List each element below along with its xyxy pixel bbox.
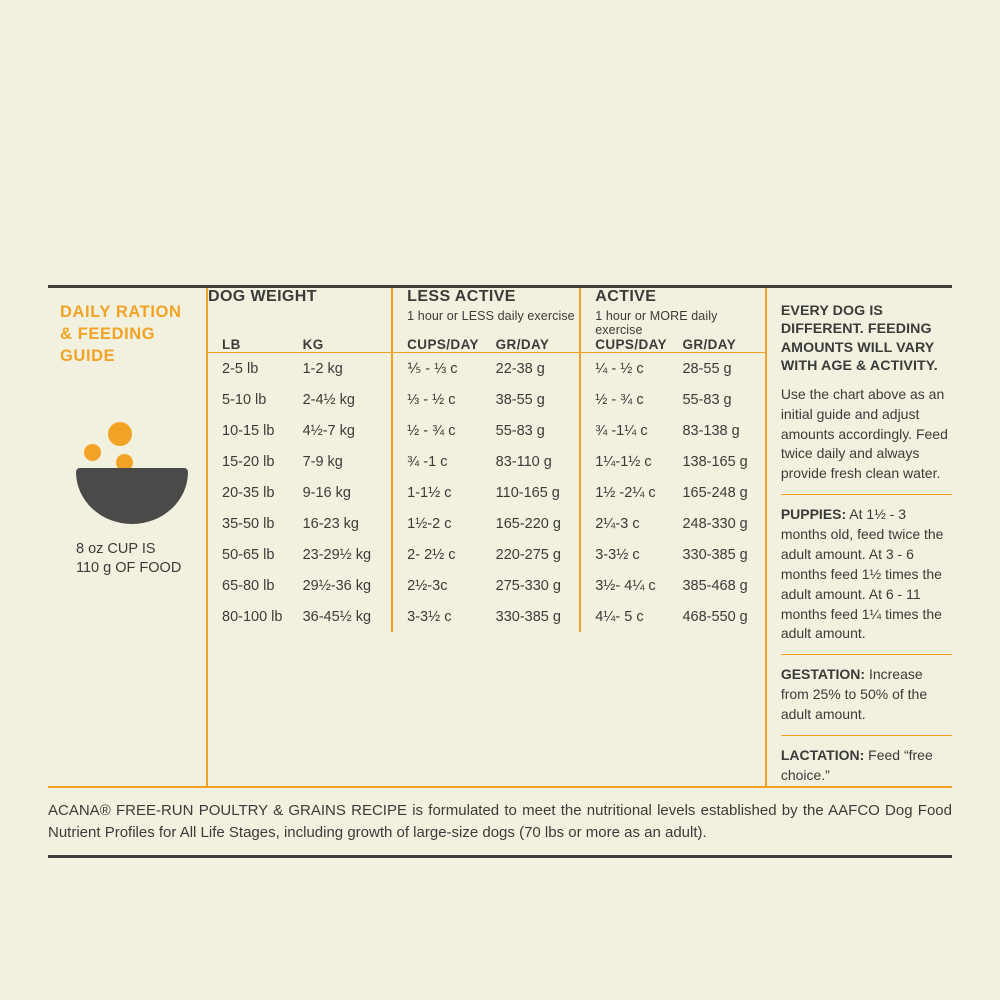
cell-lb: 80-100 lb [222, 608, 283, 625]
cell-lb: 50-65 lb [222, 546, 275, 563]
cell-cups-less-active: 2½-3c [392, 570, 495, 601]
cell-cups-active: 4¼- 5 c [580, 601, 682, 632]
daily-ration-column [48, 288, 206, 786]
table-row [208, 446, 765, 477]
cell-cups-less-active: 1½-2 c [392, 508, 495, 539]
puppies-label: PUPPIES: [780, 506, 847, 523]
table-row [208, 415, 765, 446]
cell-grams-active: 468-550 g [682, 608, 748, 625]
aafco-statement: ACANA® FREE-RUN POULTRY & GRAINS RECIPE is formulated to meet the nutritional levels established by the AAFCO Dog Food Nutrient Profiles for All Life Stages, including growth of large-size dogs (70 lbs or more as an adult). [48, 786, 952, 845]
kibble-dot-icon [108, 422, 132, 446]
group-title: ACTIVE [595, 288, 657, 305]
group-subtitle [208, 306, 391, 309]
group-title: DOG WEIGHT [208, 288, 317, 305]
cell-cups-less-active: 2- 2½ c [392, 539, 495, 570]
notes-puppies [781, 494, 952, 644]
table-row [208, 353, 765, 385]
cell-grams-less-active: 220-275 g [495, 546, 561, 563]
cell-lb: 35-50 lb [222, 515, 275, 532]
cell-grams-less-active: 330-385 g [495, 608, 561, 625]
column-header-row [208, 337, 765, 353]
cell-cups-active: 2¼-3 c [580, 508, 682, 539]
cell-grams-active: 83-138 g [682, 422, 740, 439]
cell-lb: 15-20 lb [222, 453, 275, 470]
food-bowl-icon [76, 414, 196, 524]
table-row [208, 570, 765, 601]
guide-title [60, 302, 196, 368]
cell-lb: 20-35 lb [222, 484, 275, 501]
group-dog-weight [208, 288, 392, 337]
notes-title: EVERY DOG IS DIFFERENT. FEEDING AMOUNTS WILL VARY WITH AGE & ACTIVITY. [780, 303, 938, 375]
cell-lb: 65-80 lb [222, 577, 275, 594]
table-row [208, 477, 765, 508]
cell-cups-active: ½ - ¾ c [580, 384, 682, 415]
cell-grams-less-active: 38-55 g [495, 391, 545, 408]
cell-kg: 4½-7 kg [302, 422, 355, 439]
cell-grams-active: 385-468 g [682, 577, 748, 594]
cup-equivalence-note [60, 540, 196, 579]
cell-kg: 2-4½ kg [302, 391, 355, 408]
feeding-guide-panel [48, 285, 952, 858]
table-row [208, 384, 765, 415]
cell-kg: 36-45½ kg [302, 608, 372, 625]
notes-gestation [781, 654, 952, 725]
cup-note-line-1: 8 oz CUP IS [76, 540, 156, 557]
col-header-lb: LB [208, 337, 303, 353]
cell-cups-active: 3½- 4¼ c [580, 570, 682, 601]
cell-grams-active: 248-330 g [682, 515, 748, 532]
bottom-divider [48, 855, 952, 858]
cell-lb: 10-15 lb [222, 422, 275, 439]
table-row [208, 508, 765, 539]
table-row [208, 601, 765, 632]
cell-grams-less-active: 275-330 g [495, 577, 561, 594]
lactation-text: Feed “free choice.” [780, 746, 933, 783]
ration-table-column [206, 288, 765, 786]
col-header-cups-day-active: CUPS/DAY [580, 337, 682, 353]
col-header-gr-day-less-active: GR/DAY [496, 337, 581, 353]
ration-table [208, 288, 765, 632]
cell-grams-less-active: 83-110 g [495, 453, 552, 470]
guide-main [48, 288, 952, 786]
group-subtitle: 1 hour or MORE daily exercise [595, 309, 718, 337]
guide-title-line-2: & FEEDING [60, 324, 156, 343]
ration-table-head [208, 288, 765, 353]
cell-grams-active: 55-83 g [682, 391, 732, 408]
cell-cups-active: 1½ -2¼ c [580, 477, 682, 508]
group-subtitle: 1 hour or LESS daily exercise [407, 309, 575, 323]
cell-kg: 9-16 kg [302, 484, 351, 501]
cell-cups-less-active: 3-3½ c [392, 601, 495, 632]
group-title: LESS ACTIVE [407, 288, 516, 305]
group-less-active [392, 288, 580, 337]
cell-grams-less-active: 55-83 g [495, 422, 545, 439]
feeding-notes-column [765, 288, 952, 786]
cell-cups-less-active: ⅓ - ½ c [392, 384, 495, 415]
group-active [580, 288, 765, 337]
cell-cups-active: ¾ -1¼ c [580, 415, 682, 446]
gestation-label: GESTATION: [780, 666, 866, 683]
notes-lactation [781, 735, 952, 786]
cell-cups-active: 3-3½ c [580, 539, 682, 570]
col-header-gr-day-active: GR/DAY [682, 337, 764, 353]
cell-grams-less-active: 165-220 g [495, 515, 561, 532]
cell-grams-active: 138-165 g [682, 453, 748, 470]
guide-title-line-3: GUIDE [60, 346, 116, 365]
cell-kg: 16-23 kg [302, 515, 359, 532]
cell-lb: 2-5 lb [222, 360, 259, 377]
cup-note-line-2: 110 g OF FOOD [76, 560, 182, 577]
cell-cups-less-active: 1-1½ c [392, 477, 495, 508]
cell-cups-less-active: ½ - ¾ c [392, 415, 495, 446]
kibble-dot-icon [84, 444, 101, 461]
cell-grams-less-active: 22-38 g [495, 360, 545, 377]
cell-cups-less-active: ⅕ - ⅓ c [392, 353, 495, 385]
cell-grams-less-active: 110-165 g [495, 484, 560, 501]
cell-kg: 7-9 kg [302, 453, 343, 470]
table-row [208, 539, 765, 570]
cell-kg: 29½-36 kg [302, 577, 372, 594]
ration-table-body [208, 353, 765, 633]
cell-cups-less-active: ¾ -1 c [392, 446, 495, 477]
col-header-kg: KG [303, 337, 393, 353]
cell-lb: 5-10 lb [222, 391, 267, 408]
cell-cups-active: 1¼-1½ c [580, 446, 682, 477]
cell-cups-active: ¼ - ½ c [580, 353, 682, 385]
cell-grams-active: 165-248 g [682, 484, 748, 501]
cell-grams-active: 330-385 g [682, 546, 748, 563]
bowl-shape [76, 472, 188, 524]
col-header-cups-day-less-active: CUPS/DAY [392, 337, 495, 353]
puppies-text: At 1½ - 3 months old, feed twice the adult amount. At 3 - 6 months feed 1½ times the adult amount. At 6 - 11 months feed 1¼ times the adult amount. [780, 506, 944, 642]
cell-grams-active: 28-55 g [682, 360, 732, 377]
notes-intro: Use the chart above as an initial guide and adjust amounts accordingly. Feed twice daily and always provide fresh clean water. [780, 385, 948, 482]
group-header-row [208, 288, 765, 337]
cell-kg: 23-29½ kg [302, 546, 372, 563]
guide-title-line-1: DAILY RATION [60, 303, 182, 321]
cell-kg: 1-2 kg [302, 360, 343, 377]
gestation-text: Increase from 25% to 50% of the adult amount. [780, 666, 928, 723]
lactation-label: LACTATION: [780, 746, 865, 763]
